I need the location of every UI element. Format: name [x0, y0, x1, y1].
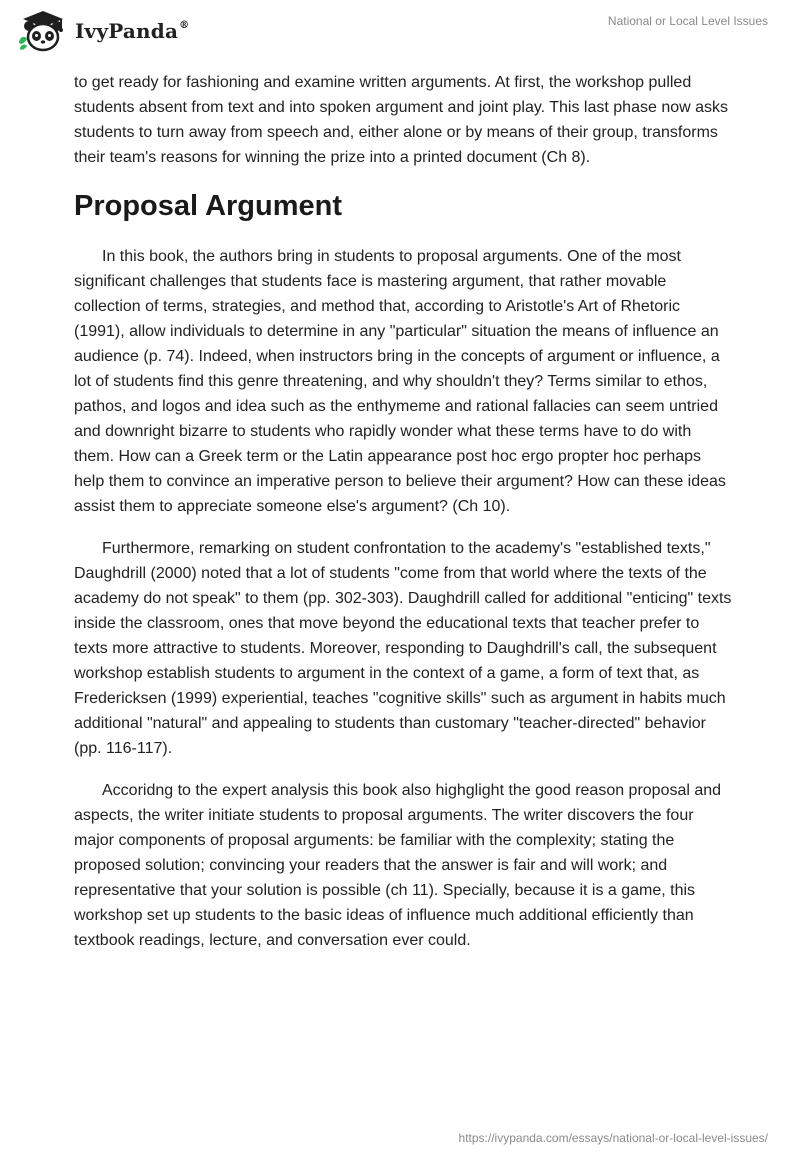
- section-heading: Proposal Argument: [74, 190, 343, 222]
- essay-body: [74, 70, 734, 970]
- brand-name: IvyPanda®: [75, 19, 190, 43]
- document-title: National or Local Level Issues: [607, 14, 768, 28]
- paragraph: Furthermore, remarking on student confrontation to the academy's "established texts," Daughdrill (2000) noted that a lot of students "come from that world where the texts of the academy do not speak" to them (pp. 302-303). Daughdrill called for additional "enticing" texts inside the classroom, ones that move beyond the educational texts that teacher prefer to texts more attractive to students. Moreover, responding to Daughdrill's call, the subsequent workshop establish students to argument in the context of a game, a form of text that, as Fredericksen (1999) experiential, teaches "cognitive skills" such as argument in habits much additional "natural" and appealing to students than customary "teacher-directed" behavior (pp. 116-117).: [74, 540, 732, 757]
- source-url[interactable]: https://ivypanda.com/essays/national-or-local-level-issues/: [458, 1131, 768, 1145]
- ivypanda-logo[interactable]: [17, 9, 189, 53]
- intro-paragraph: to get ready for fashioning and examine written arguments. At first, the workshop pulled students absent from text and into spoken argument and joint play. This last phase now asks students to turn away from speech and, either alone or by means of their group, transforms their team's reasons for winning the prize into a printed document (Ch 8).: [74, 74, 729, 166]
- page-header: [0, 0, 800, 70]
- paragraph: Accoridng to the expert analysis this book also highglight the good reason proposal and aspects, the writer initiate students to proposal arguments. The writer discovers the four major components of proposal arguments: be familiar with the complexity; stating the proposed solution; convincing your readers that the answer is fair and will work; and representative that your solution is possible (ch 11). Specially, because it is a game, this workshop set up students to the basic ideas of influence much additional efficiently than textbook readings, lecture, and conversation ever could.: [74, 782, 722, 949]
- paragraph: In this book, the authors bring in students to proposal arguments. One of the most significant challenges that students face is mastering argument, that rather movable collection of terms, strategies, and method that, according to Aristotle's Art of Rhetoric (1991), allow individuals to determine in any "particular" situation the means of influence an audience (p. 74). Indeed, when instructors bring in the concepts of argument or influence, a lot of students find this genre threatening, and why shouldn't they? Terms similar to ethos, pathos, and logos and idea such as the enthymeme and rational fallacies can seem untried and downright bizarre to students who rapidly wonder what these terms have to do with them. How can a Greek term or the Latin appearance post hoc ergo propter hoc perhaps help them to convince an imperative person to believe their argument? How can these ideas assist them to appreciate someone else's argument? (Ch 10).: [74, 248, 726, 515]
- panda-logo-icon: [17, 9, 69, 53]
